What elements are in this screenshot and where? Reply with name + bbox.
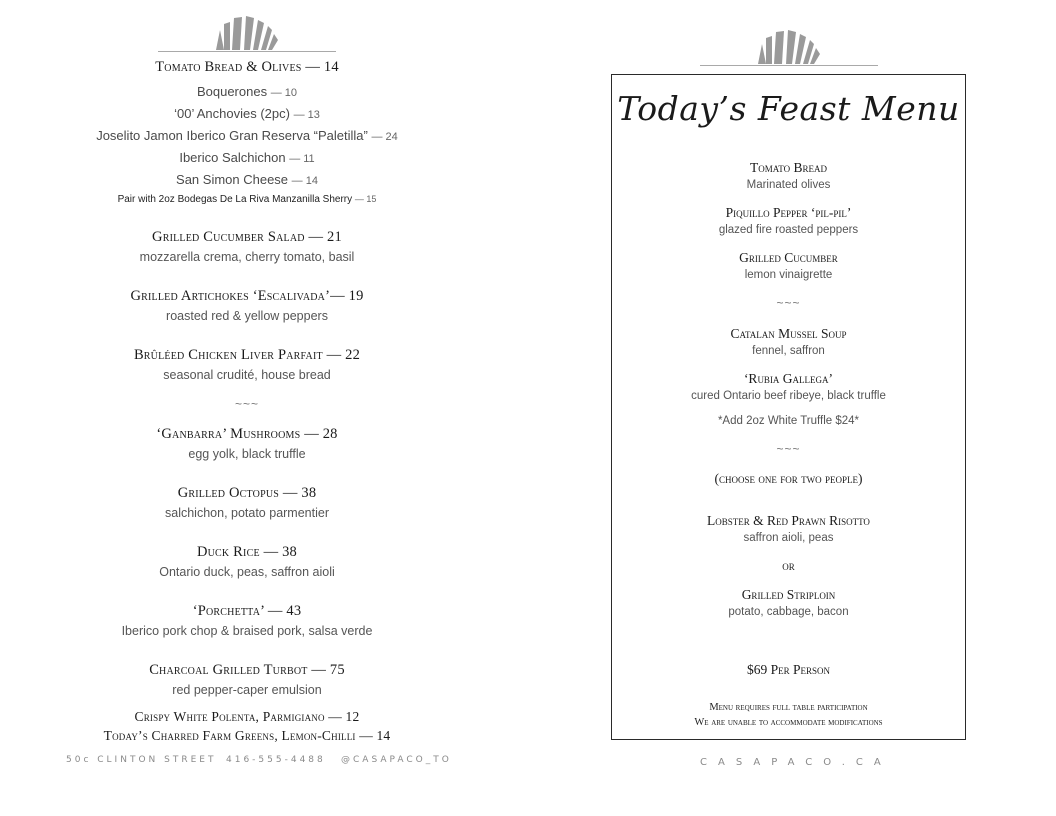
side-dish: Crispy White Polenta, Parmigiano — 12	[134, 709, 360, 724]
section-divider: ~~~	[776, 296, 801, 310]
course-name: Catalan Mussel Soup	[730, 326, 847, 341]
tapas-name: ‘00’ Anchovies (2pc)	[174, 106, 290, 121]
section-title: Tomato Bread & Olives — 14	[155, 59, 339, 75]
tapas-item	[92, 150, 402, 165]
dish-description: Iberico pork chop & braised pork, salsa verde	[121, 624, 373, 638]
dish-description: red pepper-caper emulsion	[172, 683, 322, 697]
truffle-addon: *Add 2oz White Truffle $24*	[717, 415, 860, 427]
pairing-text: Pair with 2oz Bodegas De La Riva Manzanilla Sherry	[117, 194, 353, 205]
left-logo	[158, 14, 336, 54]
sherry-pairing	[92, 194, 402, 205]
footer-phone: 416-555-4488	[226, 755, 326, 765]
feast-title: Today’s Feast Menu	[617, 89, 960, 128]
tapas-price: — 14	[291, 175, 318, 187]
course-description: lemon vinaigrette	[744, 269, 833, 281]
tapas-price: — 11	[289, 153, 315, 165]
course-description: cured Ontario beef ribeye, black truffle	[691, 390, 886, 402]
footer-address: 50c CLINTON STREET	[66, 755, 217, 765]
dish-name: Duck Rice — 38	[196, 544, 298, 560]
section-divider: ~~~	[776, 442, 801, 456]
course-name: Tomato Bread	[750, 160, 827, 175]
pairing-price: — 15	[354, 194, 377, 204]
dish-name: Grilled Octopus — 38	[177, 485, 317, 501]
feast-note: We are unable to accommodate modifications	[694, 717, 883, 728]
footer-social: @CASAPACO_TO	[341, 755, 452, 765]
tapas-price: — 10	[270, 87, 298, 99]
dish-name: Grilled Cucumber Salad — 21	[152, 229, 342, 245]
choose-note: (choose one for two people)	[714, 471, 863, 486]
dish-name: ‘Porchetta’ — 43	[192, 603, 302, 619]
section-divider: ~~~	[234, 397, 260, 411]
course-description: glazed fire roasted peppers	[718, 224, 859, 236]
dish-description: mozzarella crema, cherry tomato, basil	[139, 250, 355, 264]
right-logo	[700, 28, 878, 68]
footer-website: CASAPACO.CA	[700, 757, 892, 768]
course-description: Marinated olives	[746, 179, 831, 191]
side-dish: Today’s Charred Farm Greens, Lemon-Chilli — 14	[103, 728, 391, 743]
dish-description: seasonal crudité, house bread	[163, 368, 331, 382]
dish-name: Charcoal Grilled Turbot — 75	[149, 662, 345, 678]
dish-description: roasted red & yellow peppers	[166, 309, 328, 323]
or-separator: or	[782, 558, 795, 573]
course-name: ‘Rubia Gallega’	[743, 371, 834, 386]
dish-description: salchichon, potato parmentier	[165, 506, 329, 520]
dish-name: Grilled Artichokes ‘Escalivada’— 19	[130, 288, 364, 304]
dish-name: ‘Ganbarra’ Mushrooms — 28	[156, 426, 338, 442]
tapas-price: — 13	[293, 109, 320, 121]
tapas-name: Iberico Salchichon	[179, 150, 286, 165]
course-name: Lobster & Red Prawn Risotto	[707, 513, 870, 528]
course-description: potato, cabbage, bacon	[728, 606, 849, 618]
feast-note: Menu requires full table participation	[709, 702, 868, 713]
course-name: Grilled Striploin	[741, 587, 836, 602]
fan-logo-icon	[158, 14, 336, 54]
course-name: Piquillo Pepper ‘pil-pil’	[725, 205, 852, 220]
feast-price: $69 Per Person	[746, 662, 831, 677]
tapas-name: Boquerones	[196, 84, 268, 99]
tapas-name: San Simon Cheese	[176, 172, 289, 187]
dish-description: Ontario duck, peas, saffron aioli	[159, 565, 335, 579]
tapas-item	[92, 128, 402, 143]
dish-description: egg yolk, black truffle	[188, 447, 306, 461]
course-description: saffron aioli, peas	[743, 532, 834, 544]
feast-menu-box	[611, 74, 966, 740]
tapas-item	[92, 172, 402, 187]
tapas-price: — 24	[371, 131, 398, 143]
course-name: Grilled Cucumber	[739, 250, 838, 265]
course-description: fennel, saffron	[752, 345, 825, 357]
fan-logo-icon	[700, 28, 878, 68]
tapas-item	[92, 84, 402, 99]
tapas-item	[92, 106, 402, 121]
dish-name: Brûléed Chicken Liver Parfait — 22	[133, 347, 361, 363]
tapas-name: Joselito Jamon Iberico Gran Reserva “Paletilla”	[96, 128, 368, 143]
